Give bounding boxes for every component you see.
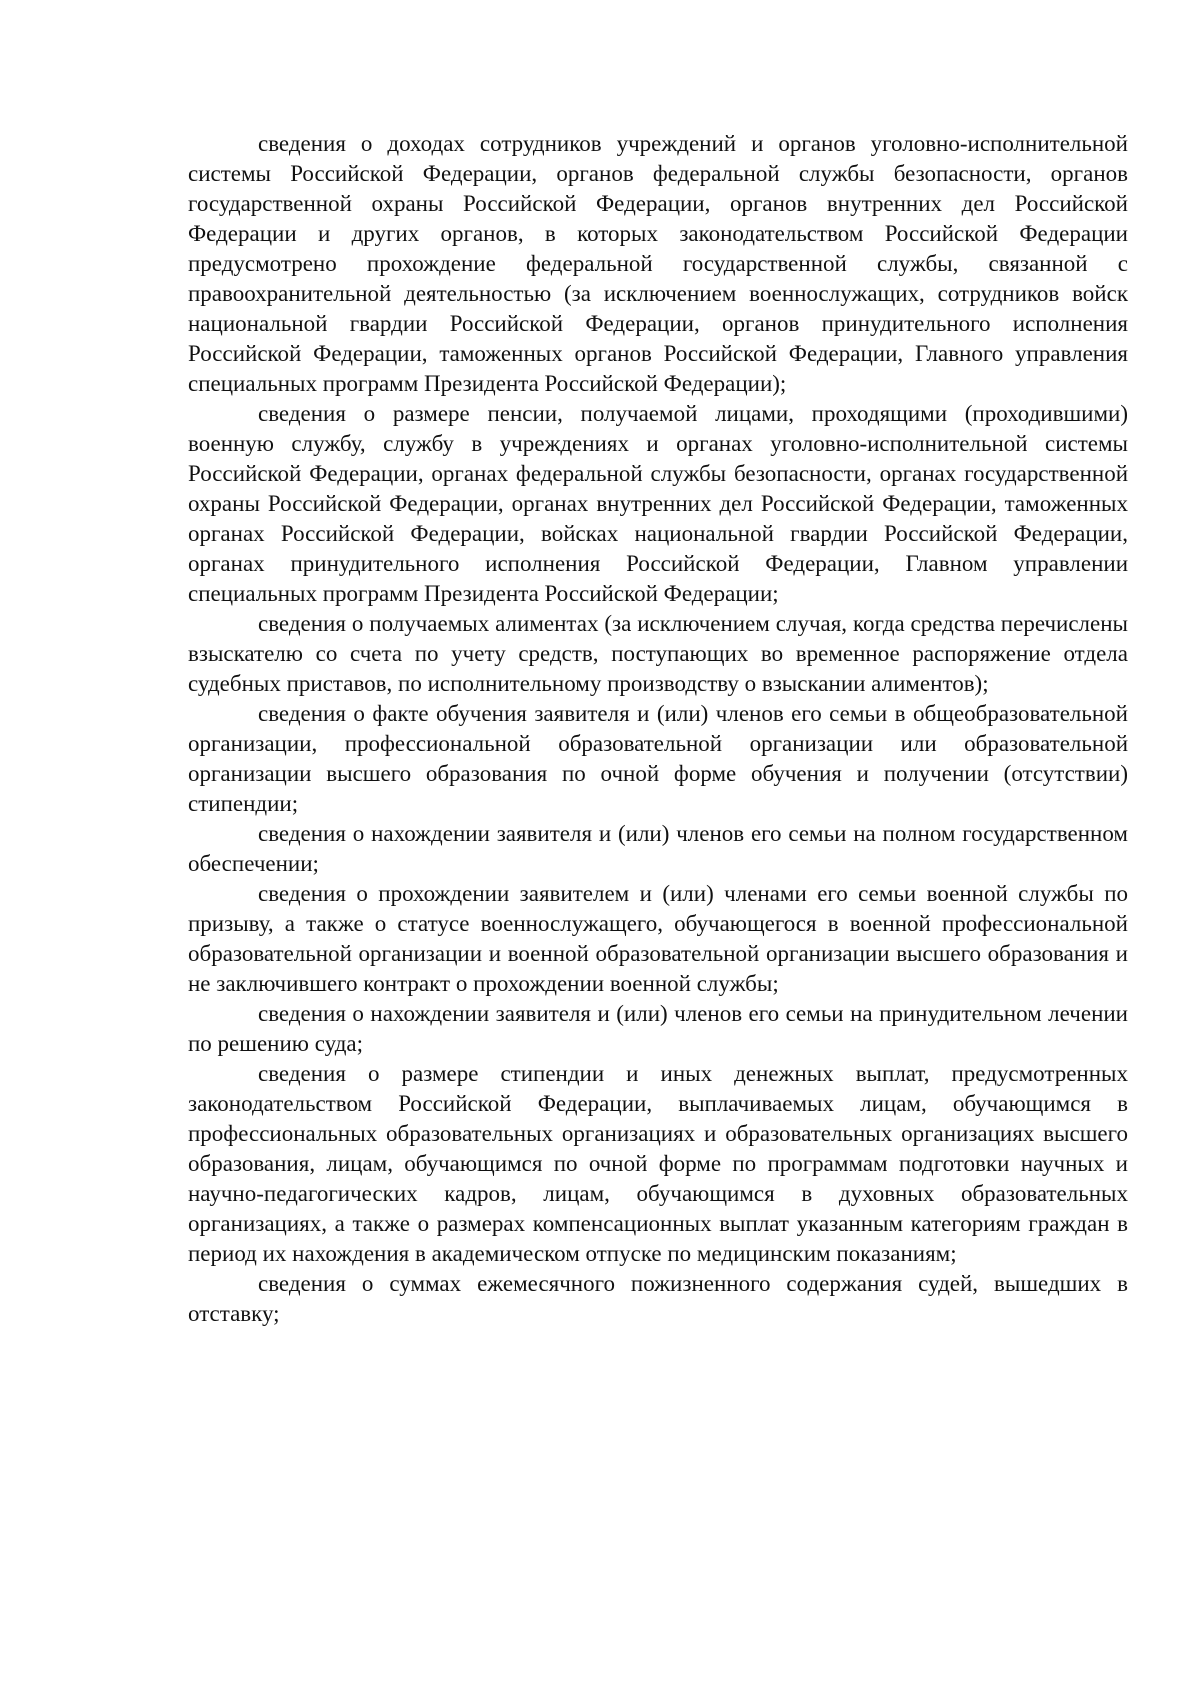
paragraph-education-fact: сведения о факте обучения заявителя и (или) членов его семьи в общеобразовательной организации, профессиональной образовательной организации или образовательной организации высшего образования по очной форме обучения и получении (отсутствии) стипендии; (188, 701, 1128, 816)
document-body (188, 129, 1128, 1329)
paragraph-judges-allowance: сведения о суммах ежемесячного пожизненного содержания судей, вышедших в отставку; (188, 1271, 1128, 1326)
paragraph-military-service: сведения о прохождении заявителем и (или) членами его семьи военной службы по призыву, а также о статусе военнослужащего, обучающегося в военной профессиональной образовательной организации и военной образовательной организации высшего образования и не заключившего контракт о прохождении военной службы; (188, 881, 1128, 996)
paragraph-pension-size: сведения о размере пенсии, получаемой лицами, проходящими (проходившими) военную службу, службу в учреждениях и органах уголовно-исполнительной системы Российской Федерации, органах федеральной службы безопасности, органах государственной охраны Российской Федерации, органах внутренних дел Российской Федерации, таможенных органах Российской Федерации, войсках национальной гвардии Российской Федерации, органах принудительного исполнения Российской Федерации, Главном управлении специальных программ Президента Российской Федерации; (188, 401, 1128, 606)
paragraph-state-support: сведения о нахождении заявителя и (или) членов его семьи на полном государственном обеспечении; (188, 821, 1128, 876)
paragraph-income-law-enforcement: сведения о доходах сотрудников учреждений и органов уголовно-исполнительной системы Российской Федерации, органов федеральной службы безопасности, органов государственной охраны Российской Федерации, органов внутренних дел Российской Федерации и других органов, в которых законодательством Российской Федерации предусмотрено прохождение федеральной государственной службы, связанной с правоохранительной деятельностью (за исключением военнослужащих, сотрудников войск национальной гвардии Российской Федерации, органов принудительного исполнения Российской Федерации, таможенных органов Российской Федерации, Главного управления специальных программ Президента Российской Федерации); (188, 131, 1128, 396)
paragraph-scholarship: сведения о размере стипендии и иных денежных выплат, предусмотренных законодательством Российской Федерации, выплачиваемых лицам, обучающимся в профессиональных образовательных организациях и образовательных организациях высшего образования, лицам, обучающимся по очной форме по программам подготовки научных и научно-педагогических кадров, лицам, обучающимся в духовных образовательных организациях, а также о размерах компенсационных выплат указанным категориям граждан в период их нахождения в академическом отпуске по медицинским показаниям; (188, 1061, 1128, 1266)
paragraph-alimony: сведения о получаемых алиментах (за исключением случая, когда средства перечислены взыскателю со счета по учету средств, поступающих во временное распоряжение отдела судебных приставов, по исполнительному производству о взыскании алиментов); (188, 611, 1128, 696)
paragraph-compulsory-treatment: сведения о нахождении заявителя и (или) членов его семьи на принудительном лечении по решению суда; (188, 1001, 1128, 1056)
